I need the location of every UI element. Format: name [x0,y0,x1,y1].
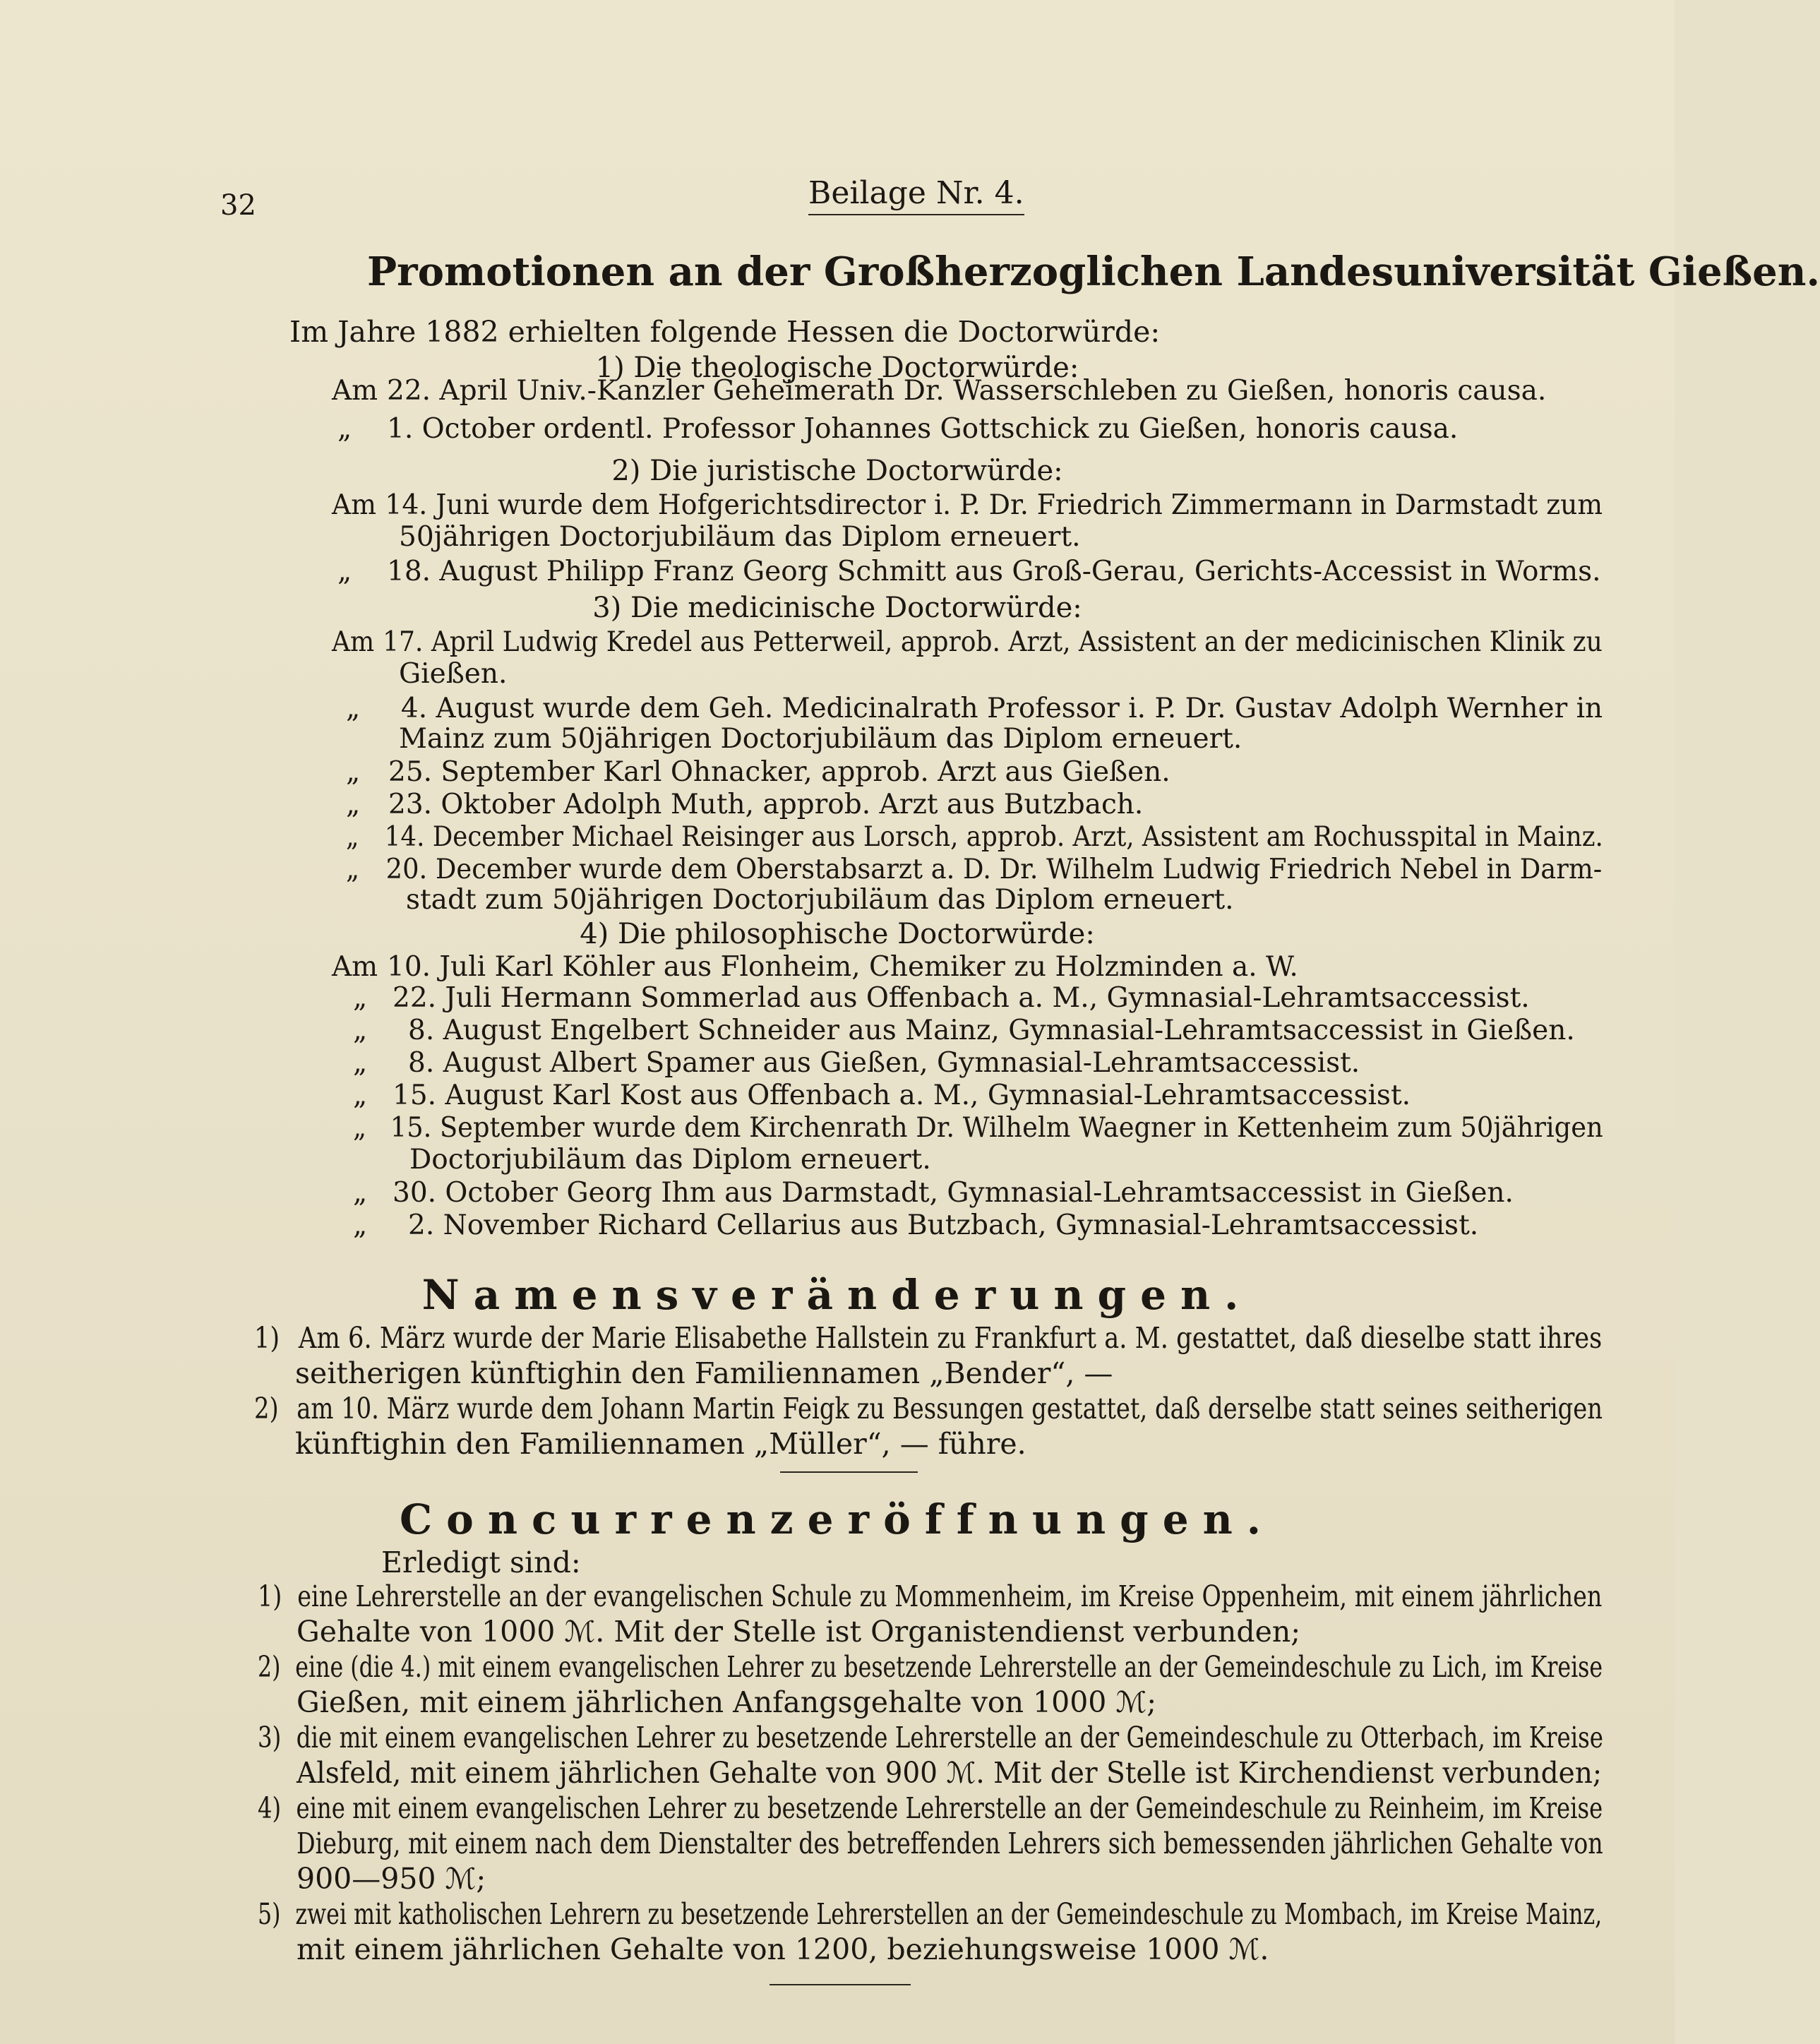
list-item [254,1320,1602,1356]
entry-text: 22. April Univ.-Kanzler Geheimerath Dr. Wasserschleben zu Gießen, honoris causa. [387,375,1547,407]
item-continuation: Alsfeld, mit einem jährlichen Gehalte von 900 ℳ. Mit der Stelle ist Kirchendienst verbunden; [297,1756,1603,1790]
entry-text: 2. November Richard Cellarius aus Butzbach, Gymnasial-Lehramtsaccessist. [408,1209,1479,1241]
entry-continuation: Gießen. [399,658,508,690]
item-number: 4) [258,1791,282,1825]
running-head: Beilage Nr. 4. [808,175,1024,215]
entry-text: 8. August Albert Spamer aus Gießen, Gymnasial-Lehramtsaccessist. [408,1047,1360,1079]
item-continuation: Dieburg, mit einem nach dem Dienstalter des betreffenden Lehrers sich bemessenden jährlichen Gehalte von [297,1827,1603,1860]
item-continuation: künftighin den Familiennamen „Müller“, — führe. [295,1427,1026,1461]
entry-text: 4. August wurde dem Geh. Medicinalrath Professor i. P. Dr. Gustav Adolph Wernher in [400,693,1603,724]
entry-prefix: „ [353,1112,367,1144]
page-number: 32 [220,189,256,222]
item-number: 2) [258,1650,281,1684]
degree-heading-medicine: 3) Die medicinische Doctorwürde: [592,592,1082,624]
entry-prefix: „ [337,556,352,587]
item-continuation: mit einem jährlichen Gehalte von 1200, beziehungsweise 1000 ℳ. [297,1932,1269,1966]
item-continuation: Gehalte von 1000 ℳ. Mit der Stelle ist Organistendienst verbunden; [297,1615,1301,1649]
entry-prefix: „ [353,982,368,1014]
entry-prefix: „ [346,854,360,885]
item-text: am 10. März wurde dem Johann Martin Feigk zu Bessungen gestattet, daß derselbe statt seines seitherigen [297,1392,1603,1426]
entry-text: 15. August Karl Kost aus Offenbach a. M., Gymnasial-Lehramtsaccessist. [393,1080,1411,1111]
item-number: 1) [254,1321,280,1355]
item-text: eine Lehrerstelle an der evangelischen Schule zu Mommenheim, im Kreise Oppenheim, mit einem jährlichen [297,1579,1603,1613]
entry-prefix: „ [346,821,359,853]
entry-text: 25. September Karl Ohnacker, approb. Arzt aus Gießen. [388,756,1171,788]
entry-text: 14. Juni wurde dem Hofgerichtsdirector i. P. Dr. Friedrich Zimmermann in Darmstadt zum [385,489,1603,521]
divider [770,1984,911,1985]
entry-continuation: Doctorjubiläum das Diplom erneuert. [409,1144,931,1176]
item-continuation: Gießen, mit einem jährlichen Anfangsgehalte von 1000 ℳ; [297,1685,1157,1719]
entry-text: 15. September wurde dem Kirchenrath Dr. Wilhelm Waegner in Kettenheim zum 50jährigen [390,1112,1603,1144]
item-text: zwei mit katholischen Lehrern zu besetzende Lehrerstellen an der Gemeindeschule zu Mombach, im Kreise Mainz, [295,1897,1603,1931]
promotions-title: Promotionen an der Großherzoglichen Landesuniversität Gießen. [367,249,1820,295]
promotions-intro: Im Jahre 1882 erhielten folgende Hessen die Doctorwürde: [289,315,1161,349]
degree-heading-theology: 1) Die theologische Doctorwürde: [595,352,1079,384]
name-changes-title: Namensveränderungen. [421,1271,1253,1319]
entry-prefix: „ [353,1015,368,1046]
item-text: die mit einem evangelischen Lehrer zu besetzende Lehrerstelle an der Gemeindeschule zu Otterbach, im Kreise [296,1721,1603,1755]
list-item [258,1649,1603,1685]
entry-prefix: „ [353,1047,368,1079]
divider [780,1471,918,1473]
list-item [258,1579,1602,1614]
item-text: eine (die 4.) mit einem evangelischen Lehrer zu besetzende Lehrerstelle an der Gemeindeschule zu Lich, im Kreise [295,1650,1603,1684]
item-continuation: 900—950 ℳ; [297,1862,486,1896]
degree-heading-law: 2) Die juristische Doctorwürde: [611,455,1063,487]
entry-text: 20. December wurde dem Oberstabsarzt a. D. Dr. Wilhelm Ludwig Friedrich Nebel in Darm- [385,854,1603,885]
entry-text: 23. Oktober Adolph Muth, approb. Arzt aus Butzbach. [388,789,1144,820]
entry-continuation: 50jährigen Doctorjubiläum das Diplom erneuert. [399,521,1081,553]
entry-continuation: Mainz zum 50jährigen Doctorjubiläum das Diplom erneuert. [399,723,1243,755]
item-text: Am 6. März wurde der Marie Elisabethe Hallstein zu Frankfurt a. M. gestattet, daß dieselbe statt ihres [298,1321,1603,1355]
entry-prefix: Am [332,951,378,983]
entry-continuation: stadt zum 50jährigen Doctorjubiläum das Diplom erneuert. [406,884,1234,916]
degree-heading-philosophy: 4) Die philosophische Doctorwürde: [580,918,1095,950]
entry-prefix: „ [353,1080,368,1111]
entry-prefix: „ [346,756,361,788]
item-continuation: seitherigen künftighin den Familiennamen „Bender“, — [295,1356,1113,1390]
list-item [254,1391,1603,1426]
list-item [258,1791,1603,1826]
entry-prefix: „ [353,1209,368,1241]
vacancies-title: Concurrenzeröffnungen. [400,1495,1275,1543]
entry-prefix: „ [353,1177,368,1209]
entry-text: 17. April Ludwig Kredel aus Petterweil, approb. Arzt, Assistent an der medicinischen Klinik zu [383,626,1603,658]
list-item [258,1720,1603,1755]
entry-prefix: „ [346,789,361,820]
item-number: 3) [258,1721,282,1755]
item-number: 2) [254,1392,279,1426]
entry-text: 14. December Michael Reisinger aus Lorsch, approb. Arzt, Assistent am Rochusspital in Mainz. [384,821,1603,853]
item-number: 1) [258,1579,282,1613]
entry-prefix: Am [332,375,378,407]
entry-prefix: Am [332,626,375,658]
entry-prefix: „ [346,693,361,724]
entry-text: 18. August Philipp Franz Georg Schmitt aus Groß-Gerau, Gerichts-Accessist in Worms. [387,556,1601,587]
entry-text: 10. Juli Karl Köhler aus Flonheim, Chemiker zu Holzminden a. W. [387,951,1298,983]
entry-text: 30. October Georg Ihm aus Darmstadt, Gymnasial-Lehramtsaccessist in Gießen. [393,1177,1514,1209]
item-text: eine mit einem evangelischen Lehrer zu besetzende Lehrerstelle an der Gemeindeschule zu Reinheim, im Kreise [296,1791,1603,1825]
entry-text: 1. October ordentl. Professor Johannes Gottschick zu Gießen, honoris causa. [387,413,1459,445]
entry-prefix: Am [332,489,376,521]
entry-prefix: „ [337,413,352,445]
vacancies-intro: Erledigt sind: [381,1546,581,1579]
entry-text: 22. Juli Hermann Sommerlad aus Offenbach a. M., Gymnasial-Lehramtsaccessist. [393,982,1530,1014]
item-number: 5) [258,1897,281,1931]
entry-text: 8. August Engelbert Schneider aus Mainz, Gymnasial-Lehramtsaccessist in Gießen. [408,1015,1575,1046]
list-item [258,1896,1602,1932]
